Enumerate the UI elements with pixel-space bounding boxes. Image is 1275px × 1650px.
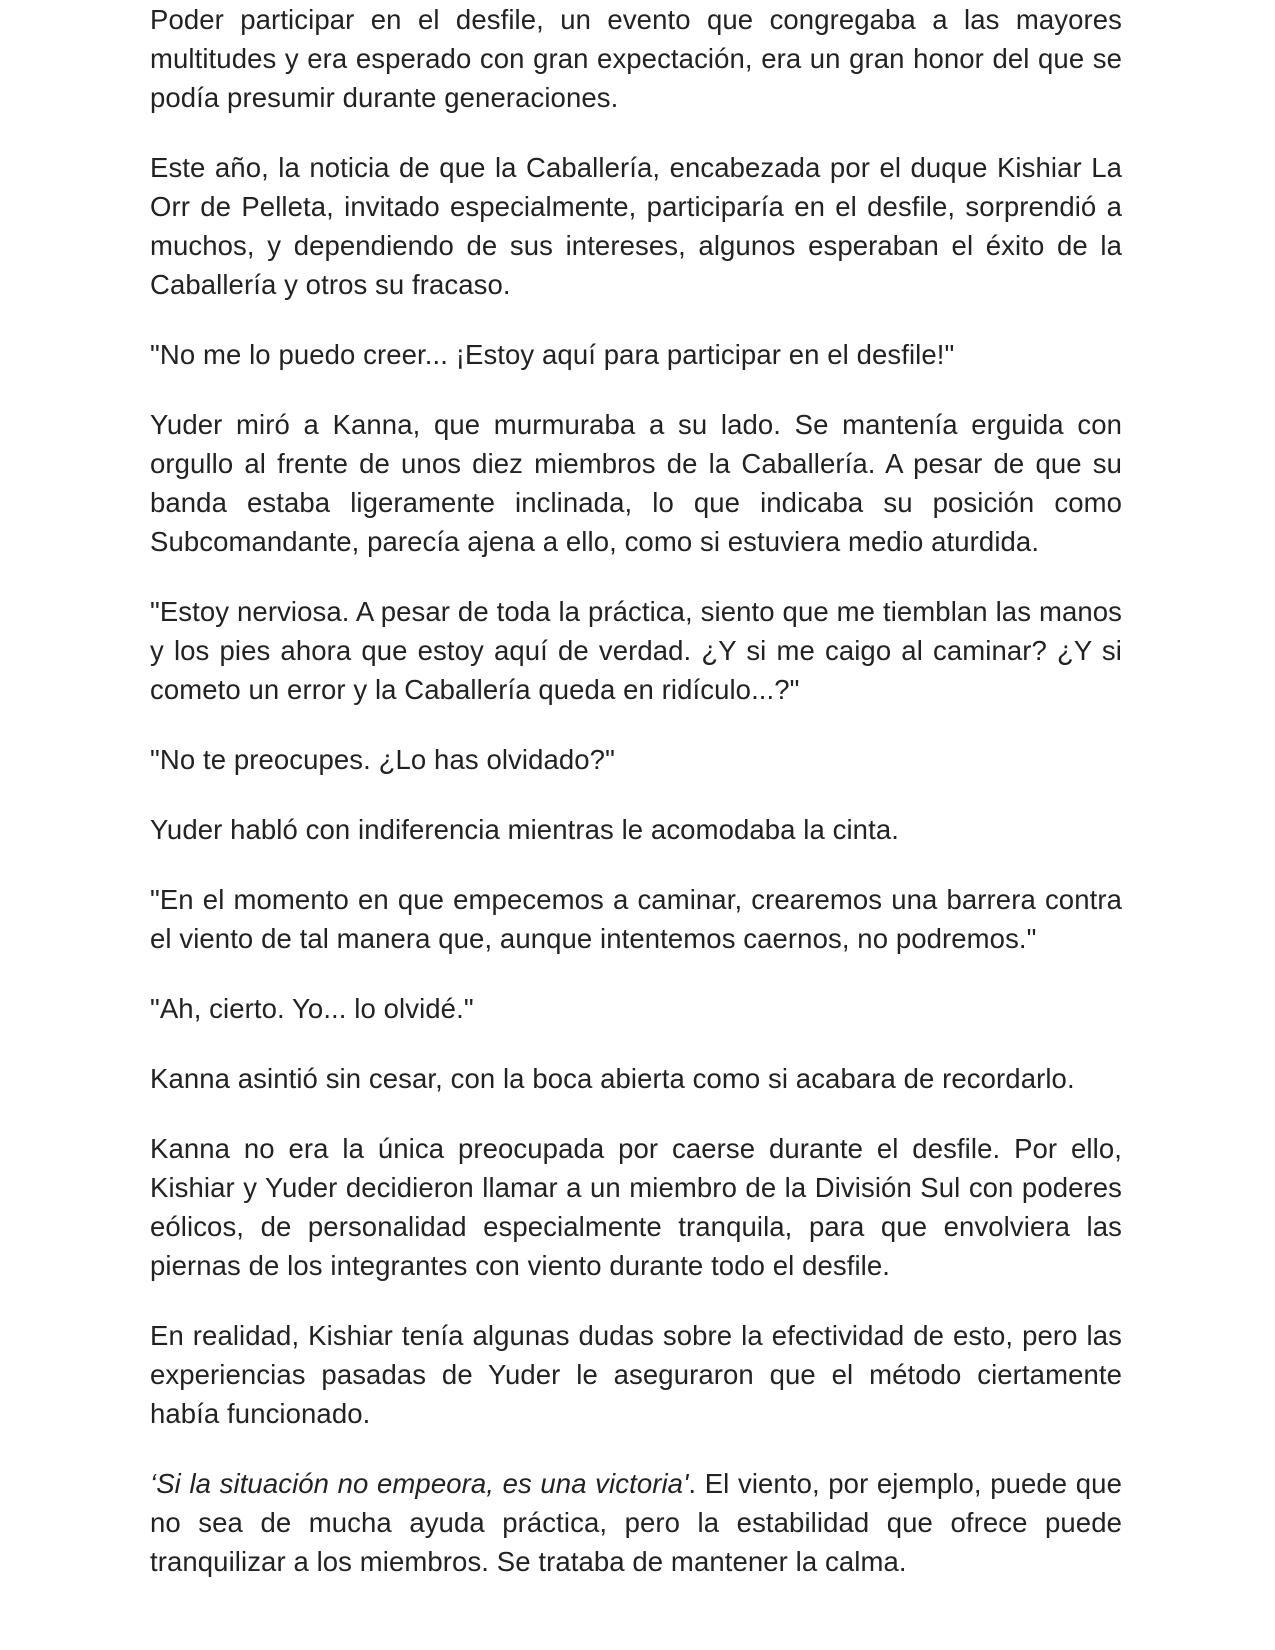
paragraph-8: "En el momento en que empecemos a caminar, crearemos una barrera contra el viento de tal manera que, aunque intentemos caernos, no podremos." [150,884,1122,954]
paragraph-13 [150,1464,1122,1581]
paragraph-6: "No te preocupes. ¿Lo has olvidado?" [150,744,615,775]
paragraph-9: "Ah, cierto. Yo... lo olvidé." [150,993,474,1024]
document-page [150,0,1122,1612]
paragraph-13-rest: . El viento, por ejemplo, puede que no sea de mucha ayuda práctica, pero la estabilidad que ofrece puede tranquilizar a los miembros. Se trataba de mantener la calma. [150,1468,1122,1577]
paragraph-11: Kanna no era la única preocupada por caerse durante el desfile. Por ello, Kishiar y Yuder decidieron llamar a un miembro de la División Sul con poderes eólicos, de personalidad especialmente tranquila, para que envolviera las piernas de los integrantes con viento durante todo el desfile. [150,1133,1122,1281]
paragraph-1: Poder participar en el desfile, un evento que congregaba a las mayores multitudes y era esperado con gran expectación, era un gran honor del que se podía presumir durante generaciones. [150,4,1122,113]
paragraph-7: Yuder habló con indiferencia mientras le acomodaba la cinta. [150,814,899,845]
paragraph-5: "Estoy nerviosa. A pesar de toda la práctica, siento que me tiemblan las manos y los pies ahora que estoy aquí de verdad. ¿Y si me caigo al caminar? ¿Y si cometo un error y la Caballería queda en ridículo...?" [150,596,1122,705]
paragraph-3: "No me lo puedo creer... ¡Estoy aquí para participar en el desfile!" [150,339,955,370]
paragraph-12: En realidad, Kishiar tenía algunas dudas sobre la efectividad de esto, pero las experiencias pasadas de Yuder le aseguraron que el método ciertamente había funcionado. [150,1320,1122,1429]
paragraph-4: Yuder miró a Kanna, que murmuraba a su lado. Se mantenía erguida con orgullo al frente de unos diez miembros de la Caballería. A pesar de que su banda estaba ligeramente inclinada, lo que indicaba su posición como Subcomandante, parecía ajena a ello, como si estuviera medio aturdida. [150,409,1122,557]
italic-thought: ‘Si la situación no empeora, es una victoria' [150,1468,689,1499]
paragraph-2: Este año, la noticia de que la Caballería, encabezada por el duque Kishiar La Orr de Pelleta, invitado especialmente, participaría en el desfile, sorprendió a muchos, y dependiendo de sus intereses, algunos esperaban el éxito de la Caballería y otros su fracaso. [150,152,1122,300]
paragraph-10: Kanna asintió sin cesar, con la boca abierta como si acabara de recordarlo. [150,1063,1075,1094]
